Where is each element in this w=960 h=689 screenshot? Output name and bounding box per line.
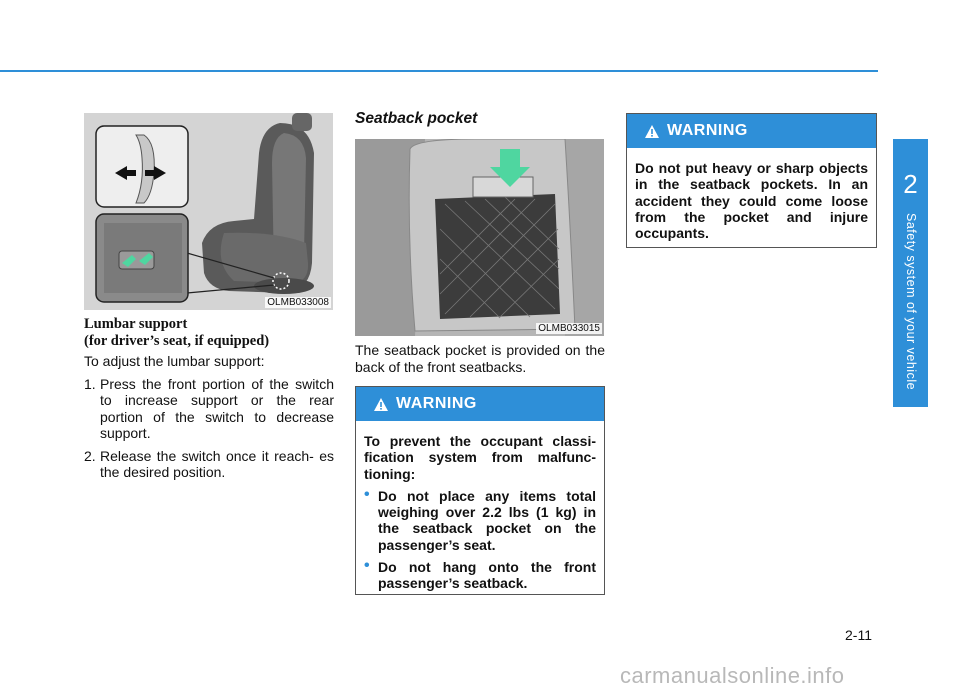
warning-box-occupant-classification — [355, 386, 605, 595]
warning-triangle-icon — [645, 125, 659, 138]
step-number: 2. — [84, 447, 96, 464]
list-item: • Do not hang onto the front passenger’s seatback. — [364, 557, 596, 592]
warning-triangle-icon — [374, 398, 388, 411]
pocket-heading: Seatback pocket — [355, 110, 478, 127]
step-number: 1. — [84, 375, 96, 392]
list-item: • Do not place any items total weighing over 2.2 lbs (1 kg) in the seatback pocket on the passenger’s seat. — [364, 485, 596, 553]
header-rule — [0, 70, 878, 72]
page-number: 2-11 — [845, 627, 872, 643]
section-title: Safety system of your vehicle — [904, 213, 918, 391]
pocket-illustration — [355, 139, 604, 336]
warning-title: WARNING — [667, 122, 748, 139]
section-tab — [893, 139, 928, 407]
warning-box-seatback-pockets — [626, 113, 877, 248]
lumbar-steps — [84, 376, 334, 481]
section-number: 2 — [903, 169, 918, 199]
warning-body — [356, 421, 604, 602]
warning-header — [356, 387, 604, 421]
warning-title: WARNING — [396, 395, 477, 412]
lumbar-heading-line1: Lumbar support — [84, 316, 188, 332]
step-text: Press the front portion of the switch to increase support or the rear portion of the switch to decrease support. — [100, 375, 334, 441]
warning-intro: To prevent the occupant classi- fication system from malfunc- tioning: — [364, 433, 596, 482]
warning-header — [627, 114, 876, 148]
bullet-text: Do not place any items total weighing over 2.2 lbs (1 kg) in the seatback pocket on the passenger’s seat. — [378, 487, 596, 553]
figure-code: OLMB033015 — [538, 323, 600, 334]
list-item — [84, 376, 334, 442]
seat-illustration — [84, 113, 333, 310]
warning-body: Do not put heavy or sharp objects in the seatback pockets. In an accident they could come loose from the pocket and injure occupants. — [635, 160, 868, 242]
step-text: Release the switch once it reach- es the desired position. — [100, 447, 334, 480]
seatback-pocket-figure — [355, 139, 604, 336]
bullet-text: Do not hang onto the front passenger’s seatback. — [378, 559, 596, 592]
lumbar-heading — [84, 316, 344, 350]
lumbar-heading-line2: (for driver’s seat, if equipped) — [84, 333, 270, 349]
lumbar-intro: To adjust the lumbar support: — [84, 353, 265, 369]
warning-bullets — [364, 485, 596, 592]
list-item — [84, 448, 334, 481]
lumbar-support-figure — [84, 113, 333, 310]
pocket-description: The seatback pocket is provided on the back of the front seatbacks. — [355, 342, 605, 375]
lumbar-instructions — [84, 353, 334, 481]
footer-watermark: carmanualsonline.info — [620, 663, 845, 688]
figure-code: OLMB033008 — [267, 297, 329, 308]
